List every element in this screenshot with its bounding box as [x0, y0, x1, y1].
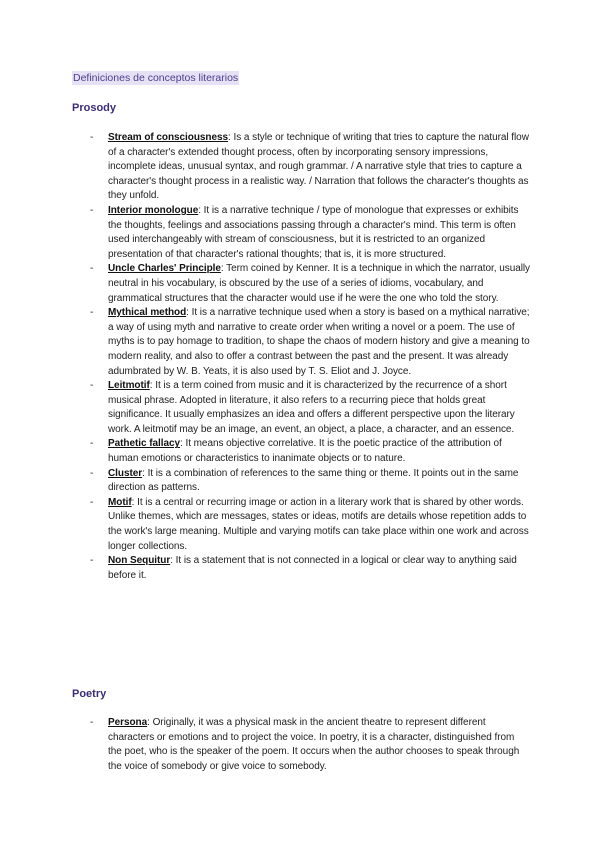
term-name: Uncle Charles' Principle — [108, 263, 221, 275]
list-item — [90, 204, 530, 262]
term-name: Motif — [108, 496, 132, 508]
poetry-term-list — [90, 716, 530, 774]
list-item — [90, 496, 530, 554]
term-definition: : It is a combination of references to the same thing or theme. It points out in the same direction as patterns. — [108, 467, 519, 494]
list-bullet: - — [90, 204, 94, 216]
term-name: Stream of consciousness — [108, 132, 229, 143]
term-name: Leitmotif — [108, 380, 150, 392]
term-definition: : It is a narrative technique used when a story is based on a mythical narrative; a way of using myth and narrative to create order when writing a novel or a poem. The use of myths is to pay homage to tradition, to shape the chaos of modern history and give a meaning to modern reality, and also to offer a contrast between the past and the present. It was already adumbrated by W. B. Yeats, it is also used by T. S. Eliot and J. Joyce. — [108, 307, 530, 377]
list-item — [90, 437, 530, 466]
list-bullet: - — [90, 132, 94, 143]
list-bullet: - — [90, 717, 94, 728]
list-item — [90, 467, 530, 496]
term-definition: : Is a style or technique of writing that tries to capture the natural flow of a character's extended thought process, often by incorporating sensory impressions, incomplete ideas, unusual syntax, and rough grammar. / A narrative style that tries to capture a character's thought process in a realistic way. / Narration that follows the character's thoughts as they unfold. — [108, 132, 529, 202]
term-definition: : It is a central or recurring image or action in a literary work that is shared by other words. Unlike themes, which are messages, states or ideas, motifs are details whose repetition adds to the work's large meaning. Multiple and varying motifs can take place within one work and across longer collections. — [108, 496, 529, 552]
list-item — [90, 262, 530, 306]
term-name: Interior monologue — [108, 204, 199, 216]
term-definition: : It is a narrative technique / type of monologue that expresses or exhibits the thoughts, feelings and associations passing through a character's mind. This term is often used interchangeably with stream of consciousness, but it is restricted to an organized presentation of that character's rational thoughts; that is, it is more structured. — [108, 204, 519, 260]
term-name: Cluster — [108, 467, 143, 479]
list-bullet: - — [90, 380, 94, 392]
term-name: Pathetic fallacy — [108, 438, 181, 450]
term-definition: : Originally, it was a physical mask in the ancient theatre to represent different characters or emotions and to project the voice. In poetry, it is a character, distinguished from the poet, who is the speaker of the poem. It occurs when the author chooses to speak through the voice of somebody or give voice to somebody. — [108, 717, 520, 772]
list-bullet: - — [90, 263, 94, 275]
term-definition: : It is a term coined from music and it is characterized by the recurrence of a short musical phrase. Adopted in literature, it also refers to a recurring piece that holds great significance. It usually emphasizes an idea and offers a different perspective upon the literary work. A leitmotif may be an image, an event, an object, a place, a character, and an essence. — [108, 380, 515, 435]
term-name: Mythical method — [108, 307, 187, 319]
document-title: Definiciones de conceptos literarios — [73, 72, 239, 84]
term-definition: : It is a statement that is not connected in a logical or clear way to anything said before it. — [108, 555, 517, 581]
term-definition: : It means objective correlative. It is the poetic practice of the attribution of human emotions or characteristics to inanimate objects or to nature. — [108, 438, 502, 465]
list-bullet: - — [90, 496, 94, 508]
term-name: Persona — [108, 717, 148, 728]
list-bullet: - — [90, 438, 94, 450]
list-item — [90, 306, 530, 379]
term-definition: : Term coined by Kenner. It is a technique in which the narrator, usually neutral in his vocabulary, is obscured by the use of a series of idioms, vocabulary, and grammatical structures that the character would use if he were the one who told the story. — [108, 263, 531, 304]
list-item — [90, 379, 530, 437]
list-bullet: - — [90, 307, 94, 319]
term-name: Non Sequitur — [108, 555, 171, 567]
section-heading-prosody: Prosody — [72, 102, 117, 114]
prosody-term-list — [90, 131, 530, 583]
list-item — [90, 716, 530, 774]
list-item — [90, 131, 530, 204]
list-item — [90, 554, 530, 583]
list-bullet: - — [90, 555, 94, 567]
list-bullet: - — [90, 467, 94, 479]
section-heading-poetry: Poetry — [72, 688, 107, 700]
